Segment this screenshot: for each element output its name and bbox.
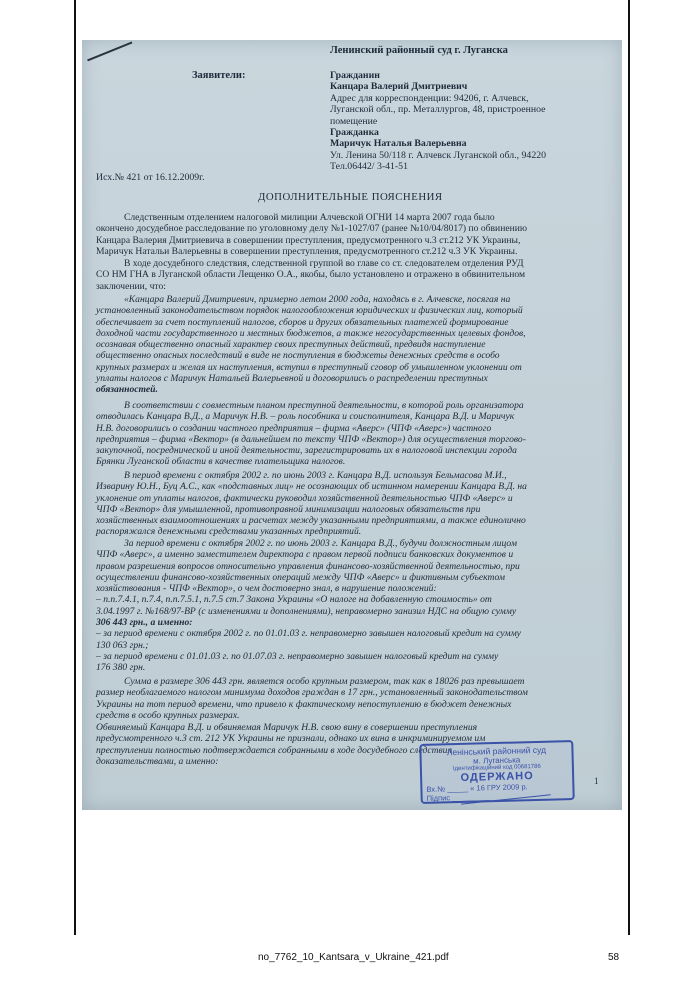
applicants-block [330, 70, 546, 173]
stamp-id-code: Ідентифікаційний код 00681786 [452, 763, 541, 773]
text-line: установленный законодательством порядок налогообложения юридических и физических лиц, который [96, 305, 523, 317]
text-line: уплаты налогов с Маричук Натальей Валерьевной и договорились о распределении преступных [96, 373, 488, 385]
document-title: ДОПОЛНИТЕЛЬНЫЕ ПОЯСНЕНИЯ [258, 191, 443, 203]
stamp-signature-line: Підпис _________ [426, 792, 490, 803]
text-line: заключении, что: [96, 280, 166, 292]
applicant1-address: Луганской обл., пр. Металлургов, 48, пристроенное [330, 104, 546, 116]
text-line: 3.04.1997 г. №168/97-ВР (с изменениями и дополнениями), неправомерно занизил НДС на общую сумму [96, 605, 517, 617]
right-border-line [628, 0, 630, 935]
applicant1-address: Адрес для корреспонденции: 94206, г. Алчевск, [330, 92, 529, 104]
applicant2-phone: Тел.06442/ 3-41-51 [330, 161, 408, 173]
text-line: Обвиняемый Канцара В.Д. и обвиняемая Маричук Н.В. свою вину в совершении преступления [96, 722, 478, 733]
footer-page-number: 58 [608, 952, 620, 963]
left-border-line [74, 0, 76, 935]
text-line: Канцара Валерия Дмитриевича в совершении преступления, предусмотренного ч.3 ст.212 УК Украины, [96, 234, 521, 246]
text-line: В соответствии с совместным планом преступной деятельности, в которой роль организатора [124, 400, 524, 411]
text-line: Брянки Луганской области в качестве плательщика налогов. [96, 456, 346, 468]
text-line: преступлении полностью подтверждается собранными в ходе досудебного следствия [96, 744, 452, 756]
applicant2-name: Маричук Наталья Валерьевна [330, 138, 467, 150]
text-line: В ходе досудебного следствия, следственной группой во главе со ст. следователем отделения РУД [124, 258, 524, 269]
applicant2-address: Ул. Ленина 50/118 г. Алчевск Луганской обл., 94220 [330, 149, 547, 161]
text-line: СО НМ ГНА в Луганской области Лещенко О.А., якобы, было установлено и отражено в обвинительном [96, 269, 526, 281]
court-heading: Ленинский районный суд г. Луганска [330, 45, 508, 56]
text-line: Следственным отделением налоговой милиции Алчевской ОГНИ 14 марта 2007 года было [124, 212, 495, 223]
text-line: осознавая общественно опасный характер своих преступных действий, предвидя наступление [96, 339, 486, 351]
text-line: общественно опасных последствий в виде не поступления в бюджеты денежных средств в особо [96, 350, 500, 362]
paragraph-6 [96, 538, 521, 674]
stamp-received: ОДЕРЖАНО [460, 770, 534, 784]
paragraph-2 [96, 258, 525, 292]
applicant1-address: помещение [330, 115, 378, 127]
text-line: В период времени с октября 2002 г. по июнь 2003 г. Канцара В.Д. используя Бельмасова М.И., [124, 470, 507, 481]
text-line: – за период времени с 01.01.03 г. по 01.07.03 г. неправомерно завышен налоговый кредит на сумму [96, 650, 499, 662]
text-line: ЧПФ «Вектор» для умышленной, противоправной минимизации налоговых обязательств при [96, 503, 481, 515]
text-line: хозяйствования - ЧПФ «Вектор», о чем достоверно знал, в нарушение положений: [96, 583, 437, 595]
text-line: 176 380 грн. [96, 662, 146, 674]
text-line: Н.В. договорились о создании частного предприятия – фирма «Аверс» (ЧПФ «Аверс») частного [96, 422, 492, 434]
applicants-label: Заявители: [192, 70, 246, 81]
text-line: осуществлении финансово-хозяйственных операций между ЧПФ «Аверс» и фиктивным субъектом [96, 571, 505, 583]
applicant2-type: Гражданка [330, 127, 379, 139]
stamp-court-name: Ленінський районний суд [446, 744, 547, 758]
text-line: Украины на тот период времени, что привело к фактическому непоступлению в бюджет денежных [96, 698, 512, 710]
text-line: средств в особо крупных размерах. [96, 709, 240, 721]
applicant1-type: Гражданин [330, 70, 380, 81]
text-line: 130 063 грн.; [96, 639, 149, 651]
text-line: крупных размерах и желая их наступления, вступил в преступный сговор об умышленном уклонении от [96, 361, 522, 373]
text-line: отводилась Канцара В.Д., а Маричук Н.В. – роль пособника и соисполнителя, Канцара В.Д. и Маричук [96, 411, 515, 423]
text-line: уклонение от уплаты налогов, фактически руководил хозяйственной деятельностью ЧПФ «Аверс» и [96, 492, 513, 504]
text-line: Сумма в размере 306 443 грн. является особо крупным размером, так как в 18026 раз превышает [124, 676, 525, 687]
paragraph-5 [96, 470, 527, 538]
text-line: закупочной, посреднической и иной деятельности, зарегистрировать их в налоговой инспекции города [96, 445, 517, 457]
applicant1-name: Канцара Валерий Дмитриевич [330, 81, 468, 93]
text-line: предприятия – фирма «Вектор» (в дальнейшем по тексту ЧПФ «Вектор») для осуществления торгово- [96, 433, 526, 445]
text-line: окончено досудебное расследование по уголовному делу №1-1027/07 (ранее №10/04/8017) по обвинению [96, 223, 528, 235]
text-line: обеспечивает за счет поступлений налогов, сборов и других обязательных платежей формирование [96, 316, 509, 328]
text-line: – за период времени с октября 2002 г. по 01.01.03 г. неправомерно завышен налоговый кредит на сумму [96, 628, 521, 640]
stamp-city: м. Луганська [472, 755, 521, 766]
text-line: хозяйственных взаимоотношениях и расчетах между указанными предприятиями, а также единолично [96, 515, 526, 527]
text-line: доказательствами, а именно: [96, 755, 219, 767]
text-line: Изварину Ю.Н., Буц А.С., как «подставных лиц» не осознающих об истинном намерении Канцара В.Д. на [96, 481, 527, 493]
text-line: распоряжался денежными средствами указанных предприятий. [96, 526, 362, 538]
paragraph-1 [96, 212, 527, 257]
text-line: За период времени с октября 2002 г. по июнь 2003 г. Канцара В.Д., будучи должностным лицом [124, 538, 517, 549]
reference-number: Исх.№ 421 от 16.12.2009г. [96, 172, 205, 183]
text-line: ЧПФ «Аверс», а именно заместителем директора с правом первой подписи банковских документов и [96, 549, 514, 561]
inner-page-number: 1 [594, 776, 599, 786]
text-line: 306 443 грн., а именно: [96, 617, 193, 629]
text-line: размер необлагаемого налогом минимума доходов граждан в 17 грн., установленный законодательством [96, 687, 528, 699]
footer-filename: no_7762_10_Kantsara_v_Ukraine_421.pdf [258, 952, 449, 963]
text-line: предусмотренного ч.3 ст. 212 УК Украины не признали, однако их вина в инкриминируемом им [96, 733, 486, 745]
text-line: Маричук Натальи Валерьевны в совершении преступления, предусмотренного ст.212 ч.3 УК Украины. [96, 245, 518, 257]
stamp-incoming-number: Вх.№ _____ « 16 ГРУ 2009 р. [426, 782, 528, 794]
paragraph-4 [96, 400, 526, 468]
paragraph-3 [96, 294, 526, 396]
text-line: – п.п.7.4.1, п.7.4, п.п.7.5.1, п.7.5 ст.7 Закона Украины «О налоге на добавленную стоимость» от [96, 594, 492, 606]
text-line: «Канцара Валерий Дмитриевич, примерно летом 2000 года, находясь в г. Алчевске, посягая на [124, 294, 511, 305]
text-line: правом разрешения вопросов относительно управления финансово-хозяйственной деятельностью, при [96, 560, 520, 572]
text-line: доходной части государственного и местных бюджетов, а также негосударственных целевых фондов, [96, 327, 526, 339]
paragraph-7 [96, 676, 528, 721]
text-line: обязанностей. [96, 384, 158, 396]
